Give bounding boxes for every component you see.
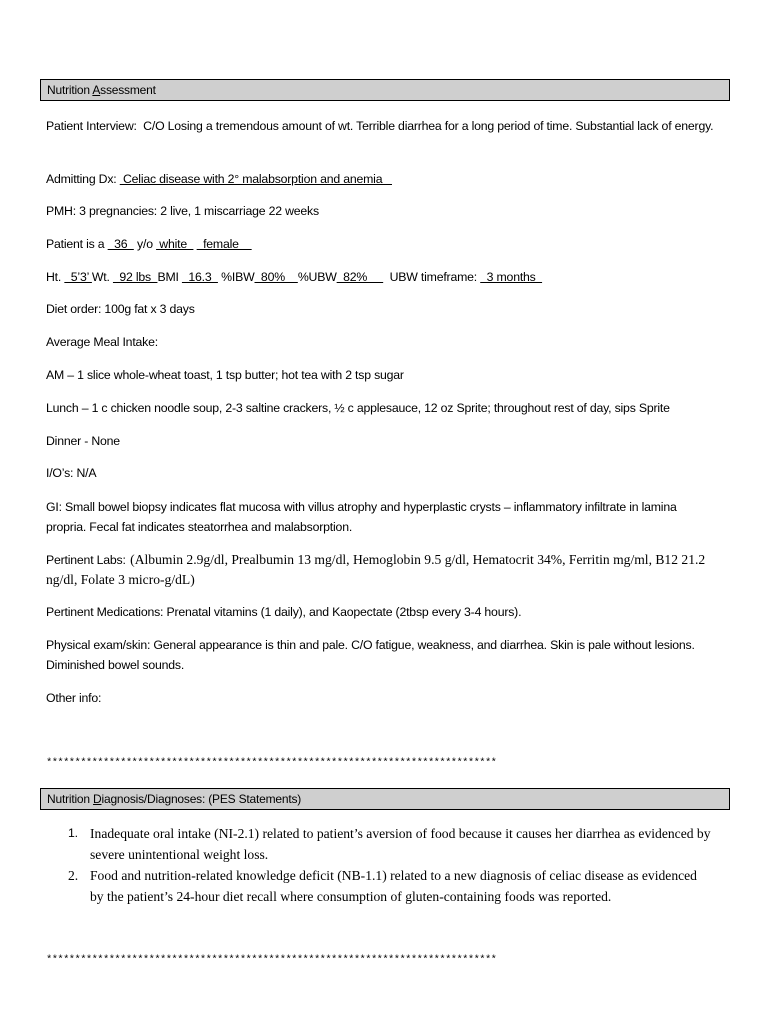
field-label: Patient Interview: [46,119,137,133]
list-item [52,865,712,907]
field-value: Celiac disease with 2° malabsorption and anemia [119,172,392,186]
header-text: Nutrition [47,792,94,806]
labs-value: (Albumin 2.9g/dl, Prealbumin 13 mg/dl, Hemoglobin 9.5 g/dl, Hematocrit 34%, Ferritin mg/ml, B12 21.2 ng/dl, Folate 3 micro-g/dL) [46,552,706,587]
separator-line: ******************************************************************************* [46,954,497,966]
gi-findings: GI: Small bowel biopsy indicates flat mucosa with villus atrophy and hyperplastic crysts – inflammatory infiltrate in lamina propria. Fecal fat indicates steatorrhea and malabsorption. [46,500,677,534]
pmh: PMH: 3 pregnancies: 2 live, 1 miscarriage 22 weeks [46,204,319,218]
diagnosis-list [52,823,712,907]
field-label: Wt. [91,270,113,284]
field-label: Pertinent Labs: [46,553,126,567]
admitting-dx [46,169,392,189]
diagnosis-text: Food and nutrition-related knowledge deficit (NB-1.1) related to a new diagnosis of celiac disease as evidenced by the patient’s 24-hour diet recall where consumption of gluten-containing foods was reported. [90,868,697,904]
height-value: 5’3’ [64,270,92,284]
race-value: white [156,237,194,251]
anthropometrics [46,267,542,287]
patient-demographics [46,234,252,254]
field-label: UBW timeframe: [389,270,481,284]
header-text-rest: ssessment [100,83,156,97]
header-accelerator-letter: D [93,792,102,806]
field-value: C/O Losing a tremendous amount of wt. Terrible diarrhea for a long period of time. Substantial lack of energy. [143,119,714,133]
ubw-timeframe-value: 3 months [480,270,543,284]
average-meal-intake-label: Average Meal Intake: [46,335,158,349]
lunch-intake: Lunch – 1 c chicken noodle soup, 2-3 saltine crackers, ½ c applesauce, 12 oz Sprite; throughout rest of day, sips Sprite [46,401,670,415]
pertinent-labs [46,550,731,590]
list-item [52,823,712,865]
field-label: Patient is a [46,237,108,251]
dinner-intake: Dinner - None [46,434,120,448]
list-number: 1. [68,826,78,840]
header-accelerator-letter: A [92,83,101,97]
field-label: Admitting Dx: [46,172,117,186]
field-label: BMI [157,270,182,284]
ios: I/O’s: N/A [46,466,97,480]
list-number: 2. [68,868,79,883]
sex-value: female [196,237,252,251]
bmi-value: 16.3 [181,270,218,284]
am-intake: AM – 1 slice whole-wheat toast, 1 tsp butter; hot tea with 2 tsp sugar [46,368,404,382]
field-label: %UBW [297,270,337,284]
field-label: Ht. [46,270,65,284]
field-label: %IBW [221,270,255,284]
diagnosis-text: Inadequate oral intake (NI-2.1) related to patient’s aversion of food because it causes her diarrhea as evidenced by severe unintentional weight loss. [90,826,711,862]
patient-interview [46,116,736,136]
other-info: Other info: [46,691,102,705]
field-label: y/o [133,237,157,251]
age-value: 36 [107,237,134,251]
separator-line: ******************************************************************************* [46,757,497,769]
physical-exam: Physical exam/skin: General appearance is thin and pale. C/O fatigue, weakness, and diarrhea. Skin is pale without lesions. Diminished bowel sounds. [46,638,695,672]
nutrition-diagnosis-header [40,788,730,810]
header-text-rest: iagnosis/Diagnoses: (PES Statements) [101,792,302,806]
nutrition-assessment-header [40,79,730,101]
ubw-value: 82% [336,270,384,284]
header-text: Nutrition [47,83,93,97]
pertinent-medications: Pertinent Medications: Prenatal vitamins (1 daily), and Kaopectate (2tbsp every 3-4 hours). [46,605,522,619]
diet-order: Diet order: 100g fat x 3 days [46,302,195,316]
ibw-value: 80% [254,270,298,284]
weight-value: 92 lbs [112,270,158,284]
